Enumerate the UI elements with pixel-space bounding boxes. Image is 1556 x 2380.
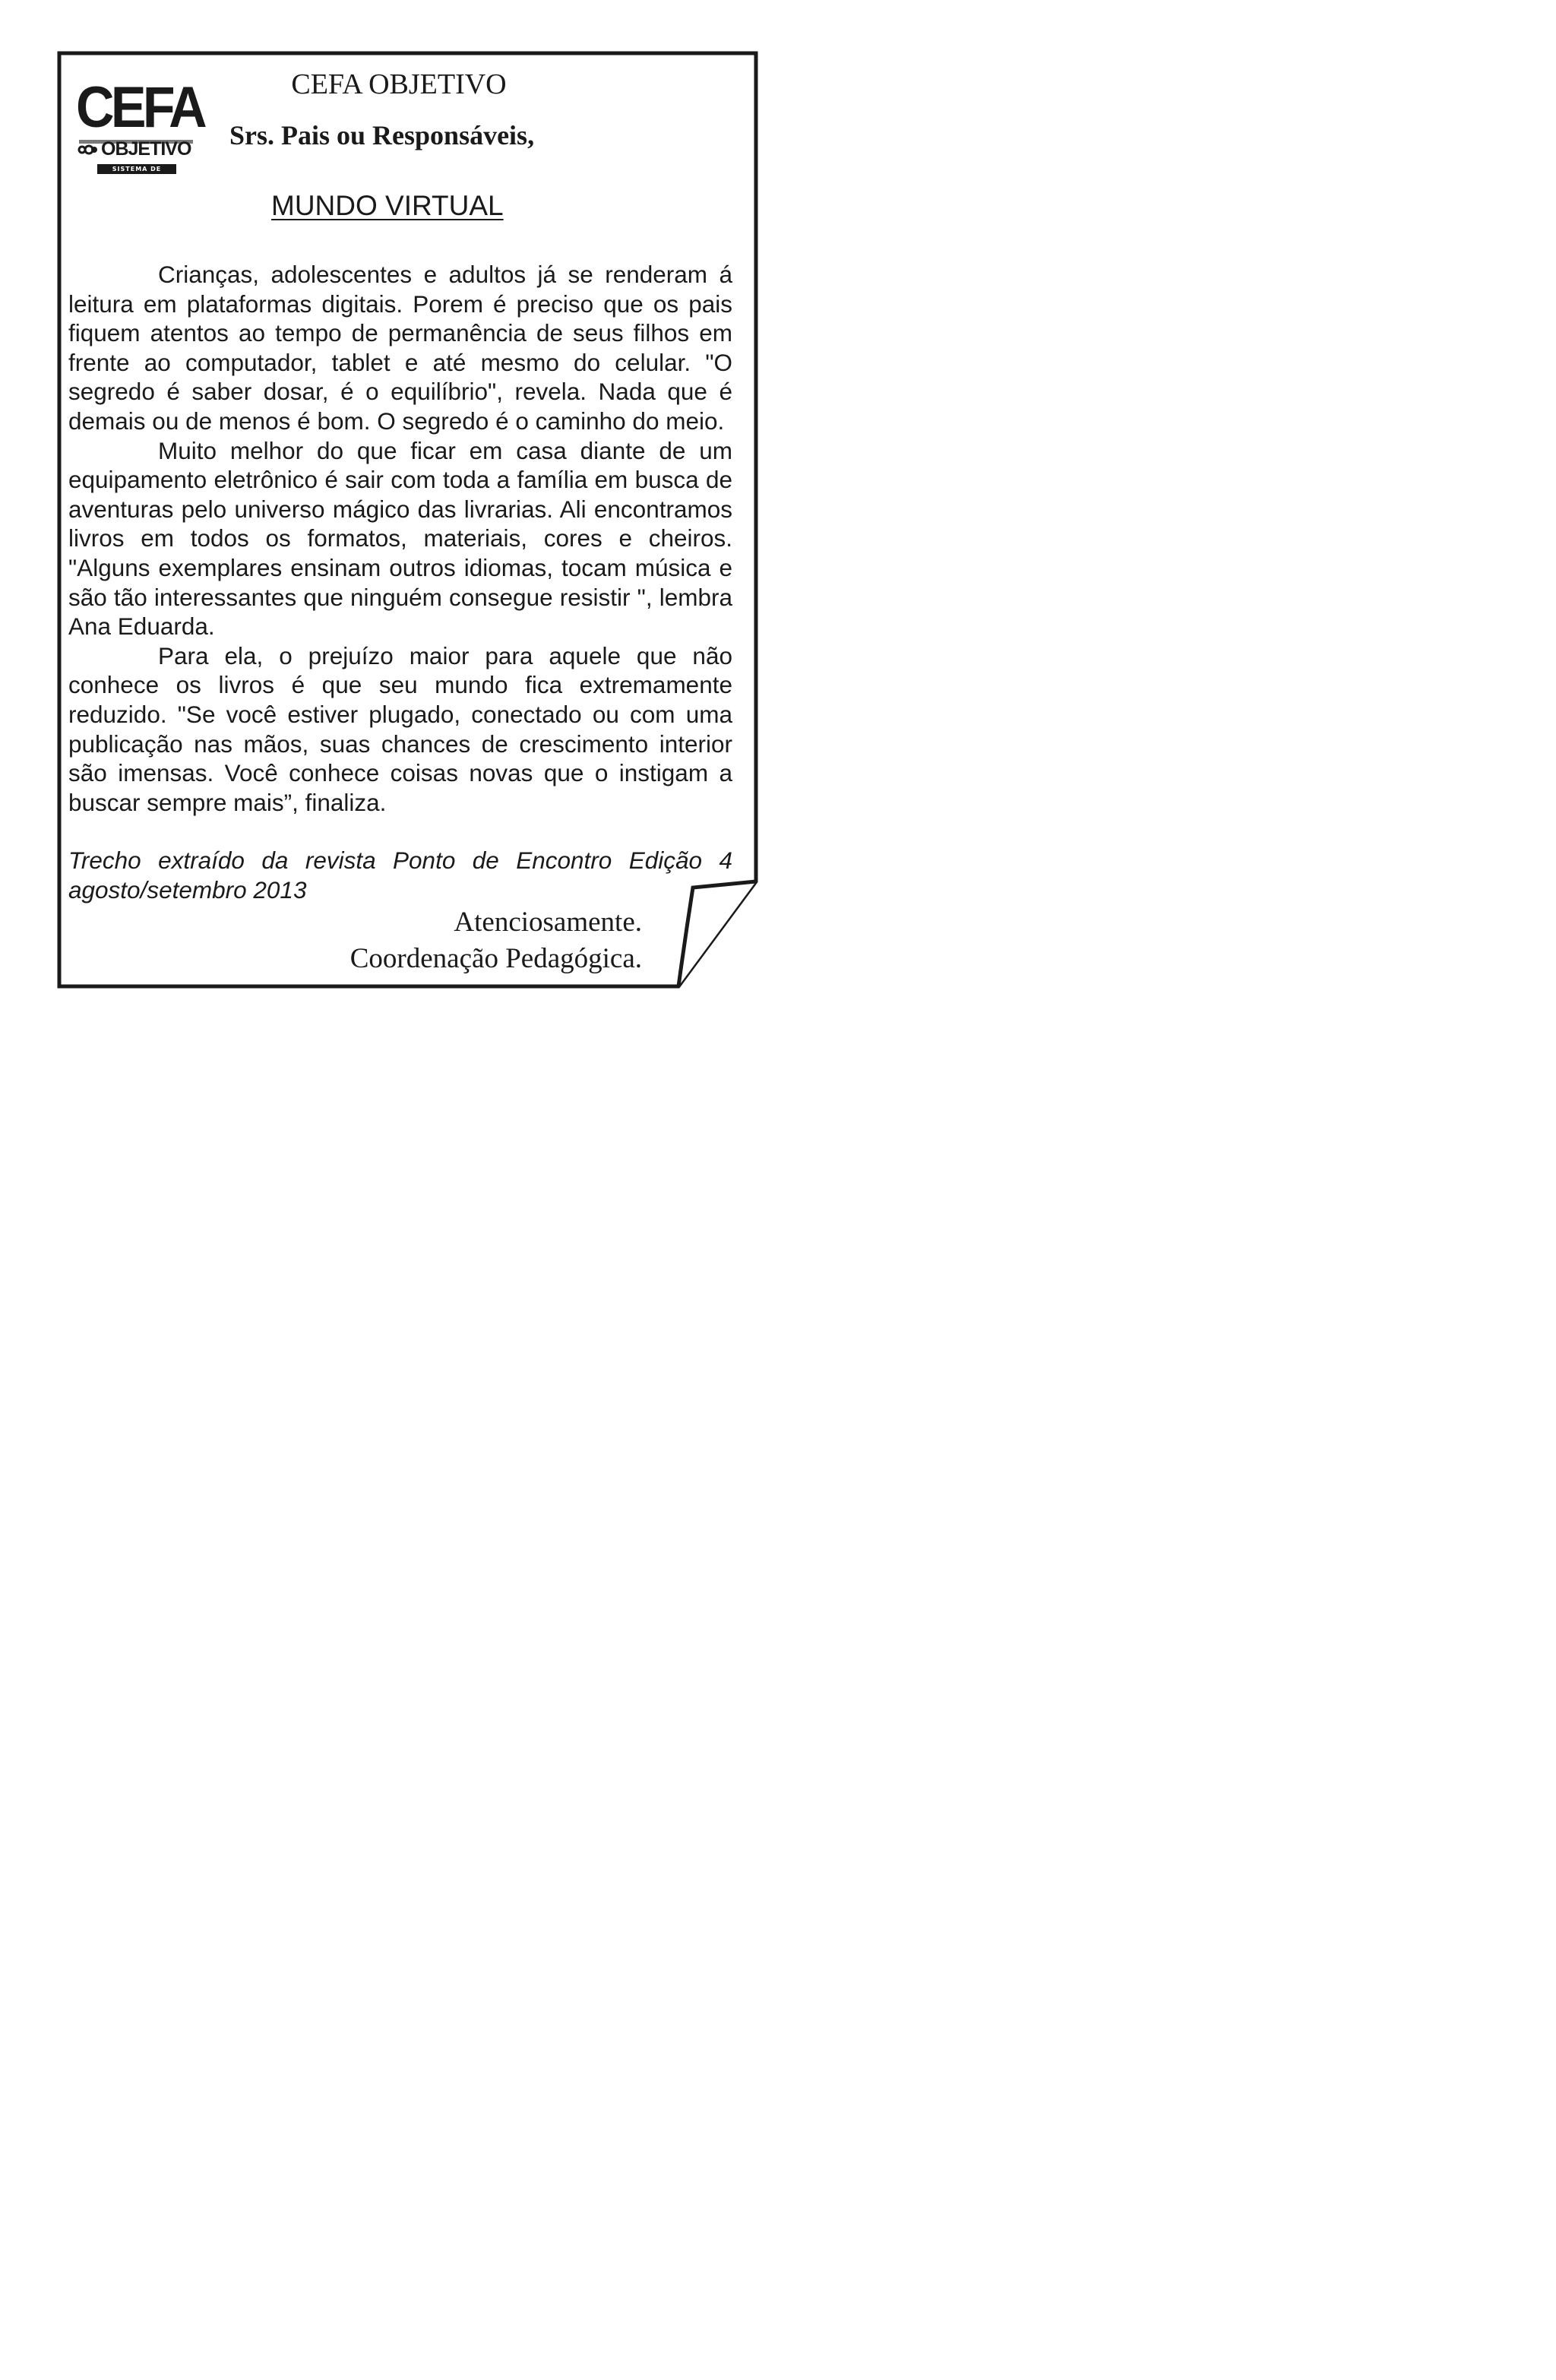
article-body [68, 260, 732, 817]
paragraph: Crianças, adolescentes e adultos já se renderam á leitura em plataformas digitais. Porem é preciso que os pais fiquem atentos ao tempo de permanência de seus filhos em frente ao computador, tablet e até mesmo do celular. "O segredo é saber dosar, é o equilíbrio", revela. Nada que é demais ou de menos é bom. O segredo é o caminho do meio. [68, 261, 732, 435]
signature: Coordenação Pedagógica. [349, 943, 642, 974]
logo-brand-name: OBJETIVO [101, 138, 191, 160]
greeting: Srs. Pais ou Responsáveis, [229, 120, 535, 150]
closing-block [319, 904, 642, 977]
objetivo-symbol-icon [77, 141, 99, 158]
source-citation: Trecho extraído da revista Ponto de Encontro Edição 4 agosto/setembro 2013 [68, 847, 732, 904]
school-name: CEFA OBJETIVO [291, 68, 507, 100]
logo-tagline: SISTEMA DE ENSINO [97, 164, 176, 174]
paragraph: Muito melhor do que ficar em casa diante de um equipamento eletrônico é sair com toda a família em busca de aventuras pelo universo mágico das livrarias. Ali encontramos livros em todos os formatos, materiais, cores e cheiros. "Alguns exemplares ensinam outros idiomas, tocam música e são tão interessantes que ninguém consegue resistir ", lembra Ana Eduarda. [68, 436, 732, 641]
logo-brand [77, 138, 191, 160]
school-logo [74, 75, 204, 182]
logo-wordmark: CEFA [76, 75, 204, 140]
salutation: Atenciosamente. [454, 907, 642, 938]
article-title: MUNDO VIRTUAL [271, 190, 504, 221]
paragraph: Para ela, o prejuízo maior para aquele que não conhece os livros é que seu mundo fica extremamente reduzido. "Se você estiver plugado, conectado ou com uma publicação nas mãos, suas chances de crescimento interior são imensas. Você conhece coisas novas que o instigam a buscar sempre mais”, finaliza. [68, 641, 732, 816]
notice-card [0, 0, 767, 1003]
